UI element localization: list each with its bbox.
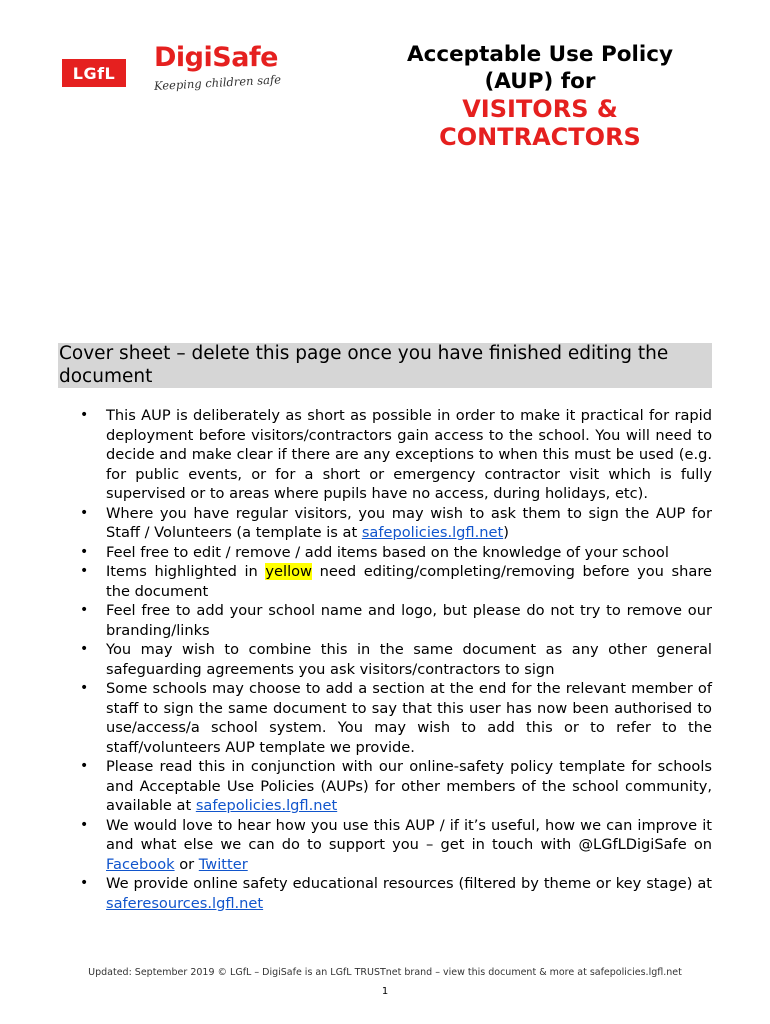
list-item bbox=[76, 543, 712, 563]
list-item-text: You may wish to combine this in the same document as any other general safeguarding agreements you ask visitors/contractors to sign bbox=[106, 641, 712, 678]
list-item-text: Feel free to add your school name and logo, but please do not try to remove our branding/links bbox=[106, 602, 712, 639]
yellow-highlight: yellow bbox=[265, 563, 312, 580]
list-item-text: Where you have regular visitors, you may wish to ask them to sign the AUP for Staff / Volunteers (a template is at bbox=[106, 504, 712, 541]
list-item-text: Feel free to edit / remove / add items based on the knowledge of your school bbox=[106, 543, 669, 561]
list-item bbox=[76, 679, 712, 757]
list-item-text: We would love to hear how you use this AUP / if it’s useful, how we can improve it and what else we can do to support you – get in touch with @LGfLDigiSafe on bbox=[106, 816, 712, 853]
list-item bbox=[76, 504, 712, 543]
list-item-text: Items highlighted in bbox=[106, 563, 266, 580]
page-footer: Updated: September 2019 © LGfL – DigiSafe is an LGfL TRUSTnet brand – view this document & more at safepolicies.lgfl.net bbox=[88, 967, 682, 978]
list-item-text: or bbox=[174, 855, 199, 873]
list-item-text: need editing/completing/removing before you share the document bbox=[106, 563, 712, 600]
title-line-4: CONTRACTORS bbox=[439, 123, 641, 151]
cover-sheet-heading: Cover sheet – delete this page once you have finished editing the document bbox=[59, 343, 669, 387]
list-item-text: Please read this in conjunction with our online-safety policy template for schools and Acceptable Use Policies (AUPs) for other members of the school community, available at bbox=[106, 758, 712, 814]
list-item bbox=[76, 640, 712, 679]
digisafe-wordmark: DigiSafe bbox=[154, 42, 278, 73]
instruction-list bbox=[76, 406, 712, 913]
list-item bbox=[76, 757, 712, 816]
list-item-text: This AUP is deliberately as short as possible in order to make it practical for rapid deployment before visitors/contractors gain access to the school. You will need to decide and make clear if there are any exceptions to when this must be used (e.g. for public events, or for a short or emergency contractor visit which is fully supervised or to areas where pupils have no access, during holidays, etc). bbox=[106, 407, 712, 502]
list-item bbox=[76, 601, 712, 640]
digisafe-tagline: Keeping children safe bbox=[153, 72, 282, 93]
digisafe-logo bbox=[154, 40, 304, 100]
lgfl-logo: LGfL bbox=[62, 59, 126, 87]
title-line-3: VISITORS & bbox=[462, 95, 618, 123]
safepolicies-link[interactable]: safepolicies.lgfl.net bbox=[195, 797, 338, 814]
list-item bbox=[76, 406, 712, 504]
list-item-text: ) bbox=[503, 524, 509, 541]
list-item-text: We provide online safety educational resources (filtered by theme or key stage) at bbox=[106, 875, 712, 892]
list-item bbox=[76, 816, 712, 875]
safepolicies-link[interactable]: safepolicies.lgfl.net bbox=[361, 524, 504, 541]
saferesources-link[interactable]: saferesources.lgfl.net bbox=[106, 894, 264, 912]
list-item bbox=[76, 562, 712, 601]
title-line-1: Acceptable Use Policy bbox=[406, 42, 674, 67]
document-title bbox=[370, 41, 710, 151]
list-item bbox=[76, 874, 712, 913]
page-number: 1 bbox=[381, 986, 389, 997]
title-line-2: (AUP) for bbox=[484, 69, 596, 94]
facebook-link[interactable]: Facebook bbox=[106, 855, 175, 873]
list-item-text: Some schools may choose to add a section at the end for the relevant member of staff to sign the same document to say that this user has now been authorised to use/access/a school system. You may wish to add this or to refer to the staff/volunteers AUP template we provide. bbox=[106, 680, 712, 756]
twitter-link[interactable]: Twitter bbox=[198, 855, 248, 873]
